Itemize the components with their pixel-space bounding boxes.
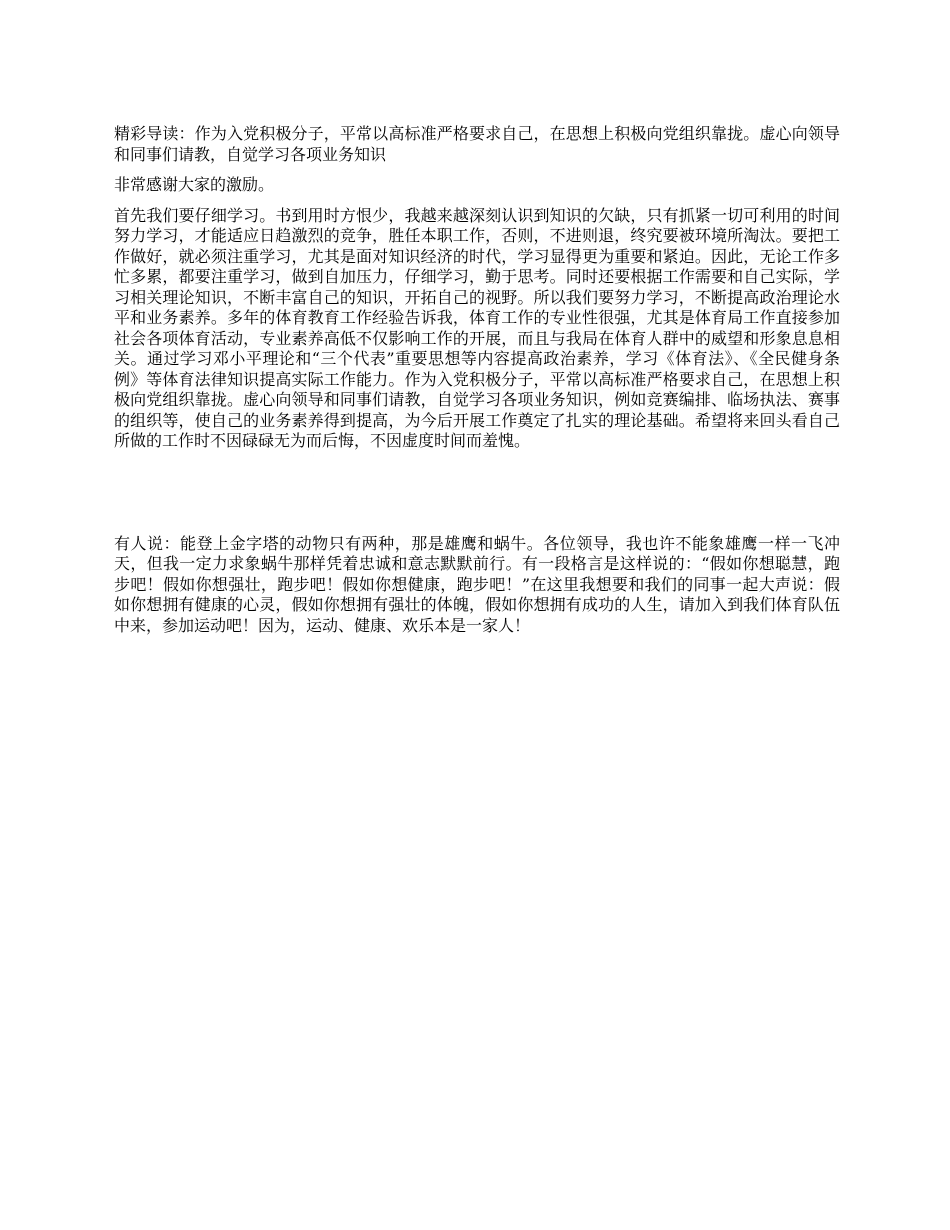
- paragraph-spacer: [114, 462, 840, 534]
- intro-paragraph: 精彩导读：作为入党积极分子，平常以高标准严格要求自己，在思想上积极向党组织靠拢。虚心向领导和同事们请教，自觉学习各项业务知识: [114, 124, 840, 164]
- closing-paragraph: 有人说：能登上金字塔的动物只有两种，那是雄鹰和蜗牛。各位领导，我也许不能象雄鹰一样一飞冲天，但我一定力求象蜗牛那样凭着忠诚和意志默默前行。有一段格言是这样说的：“假如你想聪慧，跑步吧！假如你想强壮，跑步吧！假如你想健康，跑步吧！”在这里我想要和我们的同事一起大声说：假如你想拥有健康的心灵，假如你想拥有强壮的体魄，假如你想拥有成功的人生，请加入到我们体育队伍中来，参加运动吧！因为，运动、健康、欢乐本是一家人！: [114, 533, 840, 635]
- main-body-paragraph: 首先我们要仔细学习。书到用时方恨少，我越来越深刻认识到知识的欠缺，只有抓紧一切可利用的时间努力学习，才能适应日趋激烈的竞争，胜任本职工作，否则，不进则退，终究要被环境所淘汰。要把工作做好，就必须注重学习，尤其是面对知识经济的时代，学习显得更为重要和紧迫。因此，无论工作多忙多累，都要注重学习，做到自加压力，仔细学习，勤于思考。同时还要根据工作需要和自己实际，学习相关理论知识，不断丰富自己的知识，开拓自己的视野。所以我们要努力学习，不断提高政治理论水平和业务素养。多年的体育教育工作经验告诉我，体育工作的专业性很强，尤其是体育局工作直接参加社会各项体育活动，专业素养高低不仅影响工作的开展，而且与我局在体育人群中的威望和形象息息相关。通过学习邓小平理论和“三个代表”重要思想等内容提高政治素养，学习《体育法》、《全民健身条例》等体育法律知识提高实际工作能力。作为入党积极分子，平常以高标准严格要求自己，在思想上积极向党组织靠拢。虚心向领导和同事们请教，自觉学习各项业务知识，例如竞赛编排、临场执法、赛事的组织等，使自己的业务素养得到提高，为今后开展工作奠定了扎实的理论基础。希望将来回头看自己所做的工作时不因碌碌无为而后悔，不因虚度时间而羞愧。: [114, 205, 840, 450]
- document-page: [114, 124, 840, 646]
- thanks-paragraph: 非常感谢大家的激励。: [114, 175, 275, 194]
